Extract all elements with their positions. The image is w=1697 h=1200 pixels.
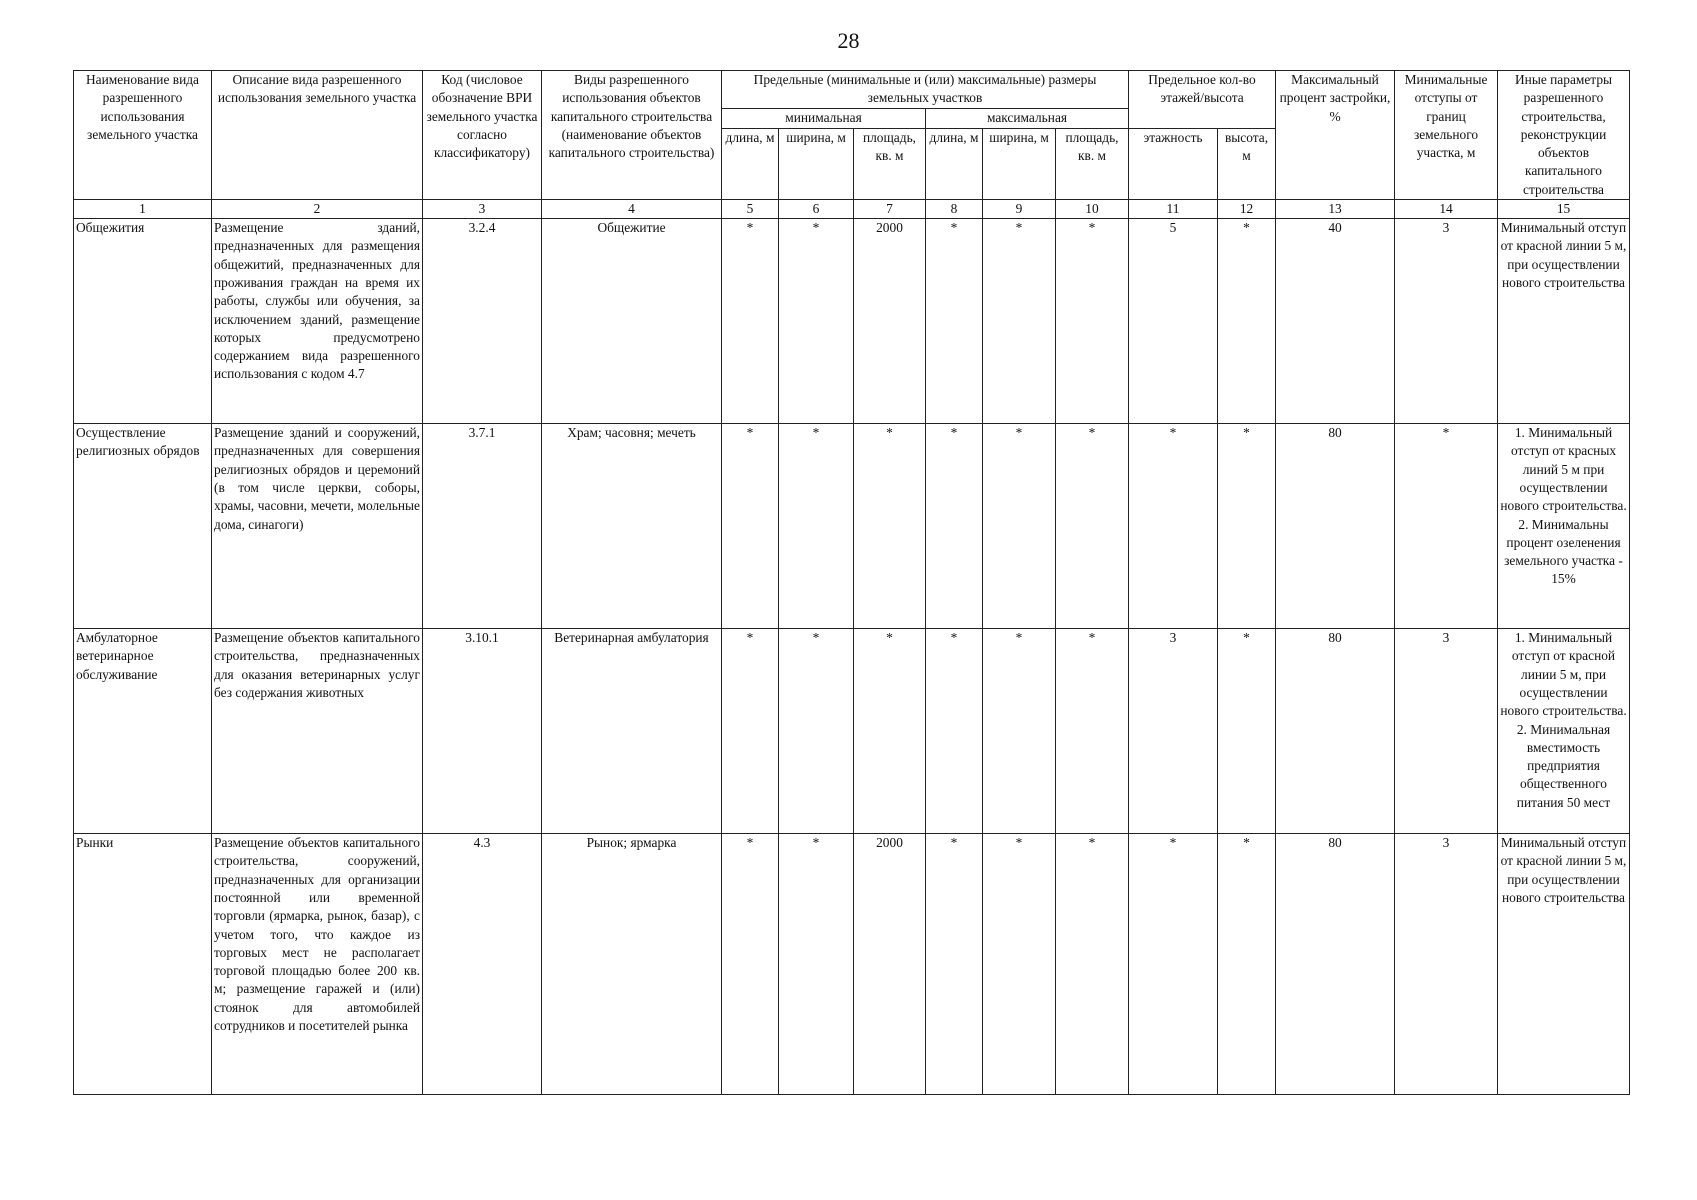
min-area: 2000 <box>854 834 926 1095</box>
capital-objects: Рынок; ярмарка <box>542 834 722 1095</box>
height: * <box>1218 629 1276 834</box>
land-use-name: Рынки <box>74 834 212 1095</box>
max-build-percent: 80 <box>1276 424 1395 629</box>
min-area: 2000 <box>854 219 926 424</box>
min-length: * <box>722 834 779 1095</box>
header-height: высота, м <box>1218 128 1276 199</box>
header-min-length: длина, м <box>722 128 779 199</box>
other-parameters: 1. Минимальный отступ от красных линий 5 м при осуществлении нового строительства. 2. Минимальны процент озеленения земельного участка - 15% <box>1498 424 1630 629</box>
column-number: 8 <box>926 200 983 219</box>
min-offset: 3 <box>1395 219 1498 424</box>
max-length: * <box>926 219 983 424</box>
land-use-description: Размещение зданий и сооружений, предназначенных для совершения религиозных обрядов и церемоний (в том числе церкви, соборы, храмы, часовни, мечети, молельные дома, синагоги) <box>212 424 423 629</box>
table-header <box>74 71 1630 219</box>
min-width: * <box>779 629 854 834</box>
max-area: * <box>1056 219 1129 424</box>
header-floors: этажность <box>1129 128 1218 199</box>
column-number: 10 <box>1056 200 1129 219</box>
max-width: * <box>983 424 1056 629</box>
land-use-code: 4.3 <box>423 834 542 1095</box>
capital-objects: Ветеринарная амбулатория <box>542 629 722 834</box>
table-row <box>74 219 1630 424</box>
land-use-name: Осуществление религиозных обрядов <box>74 424 212 629</box>
min-length: * <box>722 424 779 629</box>
max-build-percent: 80 <box>1276 834 1395 1095</box>
table-row <box>74 834 1630 1095</box>
max-area: * <box>1056 424 1129 629</box>
max-width: * <box>983 219 1056 424</box>
header-maximum: максимальная <box>926 109 1129 129</box>
floors: * <box>1129 424 1218 629</box>
max-build-percent: 40 <box>1276 219 1395 424</box>
land-use-name: Амбулаторное ветеринарное обслуживание <box>74 629 212 834</box>
other-parameters: 1. Минимальный отступ от красной линии 5 м, при осуществлении нового строительства. 2. Минимальная вместимость предприятия общественного питания 50 мест <box>1498 629 1630 834</box>
min-length: * <box>722 219 779 424</box>
land-use-description: Размещение объектов капитального строительства, предназначенных для оказания ветеринарных услуг без содержания животных <box>212 629 423 834</box>
min-width: * <box>779 219 854 424</box>
land-use-code: 3.2.4 <box>423 219 542 424</box>
max-area: * <box>1056 834 1129 1095</box>
height: * <box>1218 834 1276 1095</box>
column-number: 6 <box>779 200 854 219</box>
floors: 5 <box>1129 219 1218 424</box>
height: * <box>1218 424 1276 629</box>
land-use-regulations-table <box>73 70 1630 1095</box>
header-code: Код (числовое обозначение ВРИ земельного участка согласно классификатору) <box>423 71 542 200</box>
other-parameters: Минимальный отступ от красной линии 5 м, при осуществлении нового строительства <box>1498 219 1630 424</box>
capital-objects: Общежитие <box>542 219 722 424</box>
floors: * <box>1129 834 1218 1095</box>
column-number: 5 <box>722 200 779 219</box>
other-parameters: Минимальный отступ от красной линии 5 м, при осуществлении нового строительства <box>1498 834 1630 1095</box>
table-row <box>74 424 1630 629</box>
capital-objects: Храм; часовня; мечеть <box>542 424 722 629</box>
floors: 3 <box>1129 629 1218 834</box>
table-body <box>74 219 1630 1095</box>
max-width: * <box>983 834 1056 1095</box>
max-width: * <box>983 629 1056 834</box>
column-number: 14 <box>1395 200 1498 219</box>
header-description: Описание вида разрешенного использования земельного участка <box>212 71 423 200</box>
land-use-description: Размещение объектов капитального строительства, сооружений, предназначенных для организации постоянной или временной торговли (ярмарка, рынок, базар), с учетом того, что каждое из торговых мест не располагает торговой площадью более 200 кв. м; размещение гаражей и (или) стоянок для автомобилей сотрудников и посетителей рынка <box>212 834 423 1095</box>
max-length: * <box>926 629 983 834</box>
header-max-area: площадь, кв. м <box>1056 128 1129 199</box>
header-min-width: ширина, м <box>779 128 854 199</box>
header-land-use-name: Наименование вида разрешенного использования земельного участка <box>74 71 212 200</box>
min-offset: * <box>1395 424 1498 629</box>
max-area: * <box>1056 629 1129 834</box>
header-min-area: площадь, кв. м <box>854 128 926 199</box>
header-plot-size-limits: Предельные (минимальные и (или) максимальные) размеры земельных участков <box>722 71 1129 109</box>
column-number: 3 <box>423 200 542 219</box>
column-number: 11 <box>1129 200 1218 219</box>
min-area: * <box>854 424 926 629</box>
land-use-name: Общежития <box>74 219 212 424</box>
column-number: 13 <box>1276 200 1395 219</box>
table-row <box>74 629 1630 834</box>
header-max-length: длина, м <box>926 128 983 199</box>
column-number: 12 <box>1218 200 1276 219</box>
land-use-code: 3.7.1 <box>423 424 542 629</box>
column-number: 15 <box>1498 200 1630 219</box>
header-min-offsets: Минимальные отступы от границ земельного участка, м <box>1395 71 1498 200</box>
min-offset: 3 <box>1395 629 1498 834</box>
land-use-code: 3.10.1 <box>423 629 542 834</box>
min-length: * <box>722 629 779 834</box>
max-length: * <box>926 424 983 629</box>
max-length: * <box>926 834 983 1095</box>
header-minimum: минимальная <box>722 109 926 129</box>
column-number: 7 <box>854 200 926 219</box>
max-build-percent: 80 <box>1276 629 1395 834</box>
column-number: 9 <box>983 200 1056 219</box>
min-width: * <box>779 424 854 629</box>
column-number: 4 <box>542 200 722 219</box>
header-other-parameters: Иные параметры разрешенного строительства, реконструкции объектов капитального строительства <box>1498 71 1630 200</box>
page-number: 28 <box>837 28 860 53</box>
min-offset: 3 <box>1395 834 1498 1095</box>
header-floors-height-limit: Предельное кол-во этажей/высота <box>1129 71 1276 129</box>
header-capital-objects: Виды разрешенного использования объектов капитального строительства (наименование объектов капитального строительства) <box>542 71 722 200</box>
column-number: 1 <box>74 200 212 219</box>
min-area: * <box>854 629 926 834</box>
land-use-description: Размещение зданий, предназначенных для размещения общежитий, предназначенных для проживания граждан на время их работы, службы или обучения, за исключением зданий, размещение которых предусмотрено содержанием вида разрешенного использования с кодом 4.7 <box>212 219 423 424</box>
header-max-build-percent: Максимальный процент застройки, % <box>1276 71 1395 200</box>
height: * <box>1218 219 1276 424</box>
header-max-width: ширина, м <box>983 128 1056 199</box>
min-width: * <box>779 834 854 1095</box>
column-number-row <box>74 200 1630 219</box>
column-number: 2 <box>212 200 423 219</box>
